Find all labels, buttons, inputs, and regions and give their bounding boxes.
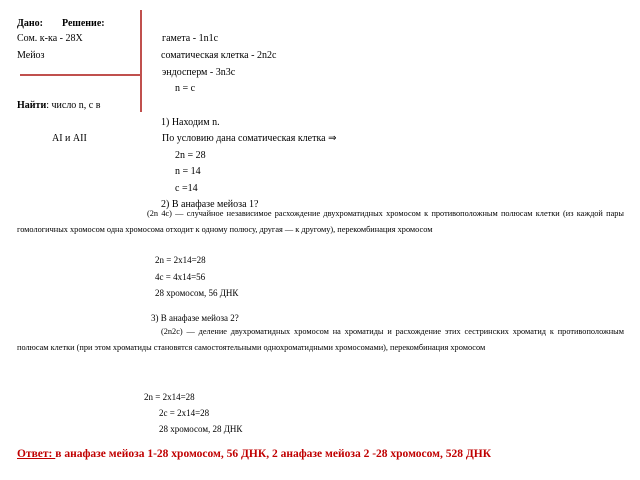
endosperm-formula: эндосперм - 3n3c <box>162 67 236 78</box>
calc-2-result: 28 хромосом, 28 ДНК <box>159 424 243 434</box>
given-somatic-cell: Сом. к-ка - 28Х <box>17 33 83 44</box>
equation-c: c =14 <box>175 183 198 194</box>
find-text: : число n, с в <box>46 100 101 111</box>
solution-heading: Решение: <box>62 18 105 29</box>
calc-1-4c: 4с = 4х14=56 <box>155 272 206 282</box>
anaphase-1-description-first: (2n 4c) — случайное независимое расхождение двухроматидных хромосом к противоположным полюсам <box>147 209 533 218</box>
calc-1-2n: 2n = 2х14=28 <box>155 255 206 265</box>
n-equals-c: n = c <box>175 83 196 94</box>
given-meiosis: Мейоз <box>17 50 45 61</box>
anaphase-2-description-first: (2n2c) — деление двухроматидных хромосом на хроматиды и расхождение этих сестринских хроматид <box>161 327 546 336</box>
anaphase-2-description <box>17 324 624 355</box>
step-1-title: 1) Находим n. <box>161 117 220 128</box>
answer-line <box>17 448 491 460</box>
step-3-title: 3) В анафазе мейоза 2? <box>151 313 239 323</box>
step-2-title: 2) В анафазе мейоза 1? <box>161 199 259 210</box>
calc-2-2n: 2n = 2х14=28 <box>144 392 195 402</box>
anaphase-2-description-rest: к противоположным полюсам клетки (при этом хроматиды становятся самостоятельными однохроматидными хромосомами), перекомбинация хромосом <box>17 327 625 352</box>
equation-2n: 2n = 28 <box>175 150 206 161</box>
find-line <box>17 101 100 111</box>
anaphase-1-description-rest: клетки (из каждой пары гомологичных хромосом одна хромосома отходит к одному полюсу, другая — к другому), перекомбинация хромосом <box>17 209 624 234</box>
answer-text: в анафазе мейоза 1-28 хромосом, 56 ДНК, 2 анафазе мейоза 2 -28 хромосом, 528 ДНК <box>55 448 492 460</box>
gamete-formula: гамета - 1n1c <box>162 33 219 44</box>
condition-line: По условию дана соматическая клетка ⇒ <box>162 133 337 144</box>
somatic-formula: соматическая клетка - 2n2c <box>161 50 277 61</box>
answer-label: Ответ: <box>17 448 56 460</box>
table-vertical-divider <box>140 10 142 112</box>
find-phases: AI и AII <box>52 133 87 144</box>
given-heading: Дано: <box>17 18 43 29</box>
calc-1-result: 28 хромосом, 56 ДНК <box>155 288 239 298</box>
find-label: Найти <box>17 100 47 111</box>
calc-2-2c: 2с = 2х14=28 <box>159 408 210 418</box>
equation-n: n = 14 <box>175 166 201 177</box>
anaphase-1-description <box>17 206 624 237</box>
table-horizontal-divider <box>20 74 140 76</box>
